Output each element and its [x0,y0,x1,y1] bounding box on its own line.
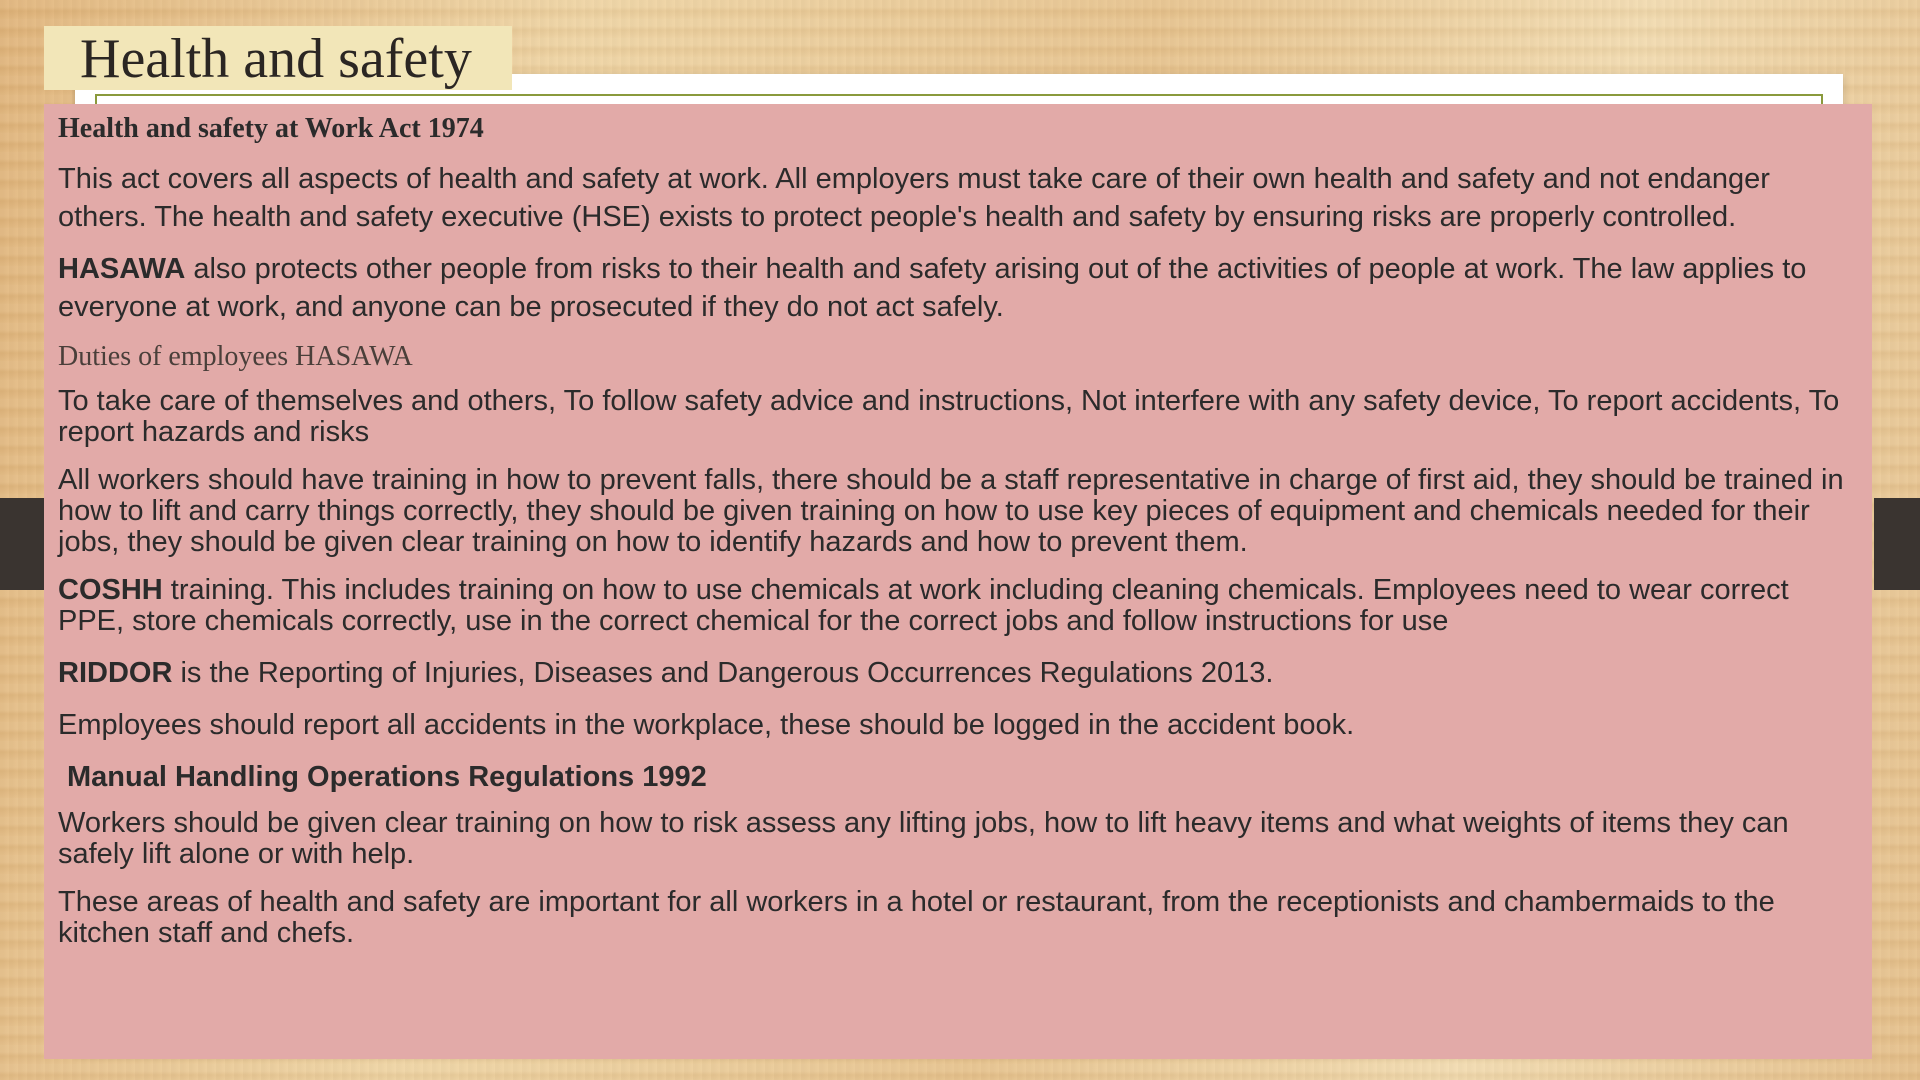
riddor-term: RIDDOR [58,657,173,689]
title-box [44,26,512,90]
paragraph-accident-book: Employees should report all accidents in the workplace, these should be logged in the accident book. [58,709,1355,741]
coshh-text: training. This includes training on how to use chemicals at work including cleaning chemicals. Employees need to wear correct PPE, store chemicals correctly, use in the correct chemical for the correct jobs and follow instructions for use [58,574,1789,637]
paragraph-lifting: Workers should be given clear training on how to risk assess any lifting jobs, how to lift heavy items and what weights of items they can safely lift alone or with help. [58,807,1789,870]
left-decorative-bar [0,498,46,590]
duties-heading: Duties of employees HASAWA [58,341,413,372]
paragraph-riddor [58,654,1858,692]
hasawa-term: HASAWA [58,253,186,285]
paragraph-hotel-workers: These areas of health and safety are important for all workers in a hotel or restaurant, from the receptionists and chambermaids to the kitchen staff and chefs. [58,886,1775,949]
coshh-term: COSHH [58,574,163,606]
hasawa-text: also protects other people from risks to their health and safety arising out of the activities of people at work. The law applies to everyone at work, and anyone can be prosecuted if they do not act safely. [58,253,1807,323]
paragraph-duties: To take care of themselves and others, To follow safety advice and instructions, Not interfere with any safety device, To report accidents, To report hazards and risks [58,385,1840,448]
paragraph-training: All workers should have training in how to prevent falls, there should be a staff representative in charge of first aid, they should be trained in how to lift and carry things correctly, they should be given training on how to use key pieces of equipment and chemicals needed for their jobs, they should be given clear training on how to identify hazards and how to prevent them. [58,464,1844,558]
slide-title: Health and safety [80,28,472,90]
paragraph-act-overview: This act covers all aspects of health and safety at work. All employers must take care of their own health and safety and not endanger others. The health and safety executive (HSE) exists to protect people's health and safety by ensuring risks are properly controlled. [58,163,1770,233]
content-panel [44,104,1872,1059]
paragraph-coshh [58,575,1858,637]
riddor-text: is the Reporting of Injuries, Diseases and Dangerous Occurrences Regulations 2013. [172,657,1274,689]
paragraph-hasawa [58,250,1858,326]
act-heading: Health and safety at Work Act 1974 [58,113,484,144]
manual-handling-heading: Manual Handling Operations Regulations 1992 [67,761,707,793]
right-decorative-bar [1874,498,1920,590]
